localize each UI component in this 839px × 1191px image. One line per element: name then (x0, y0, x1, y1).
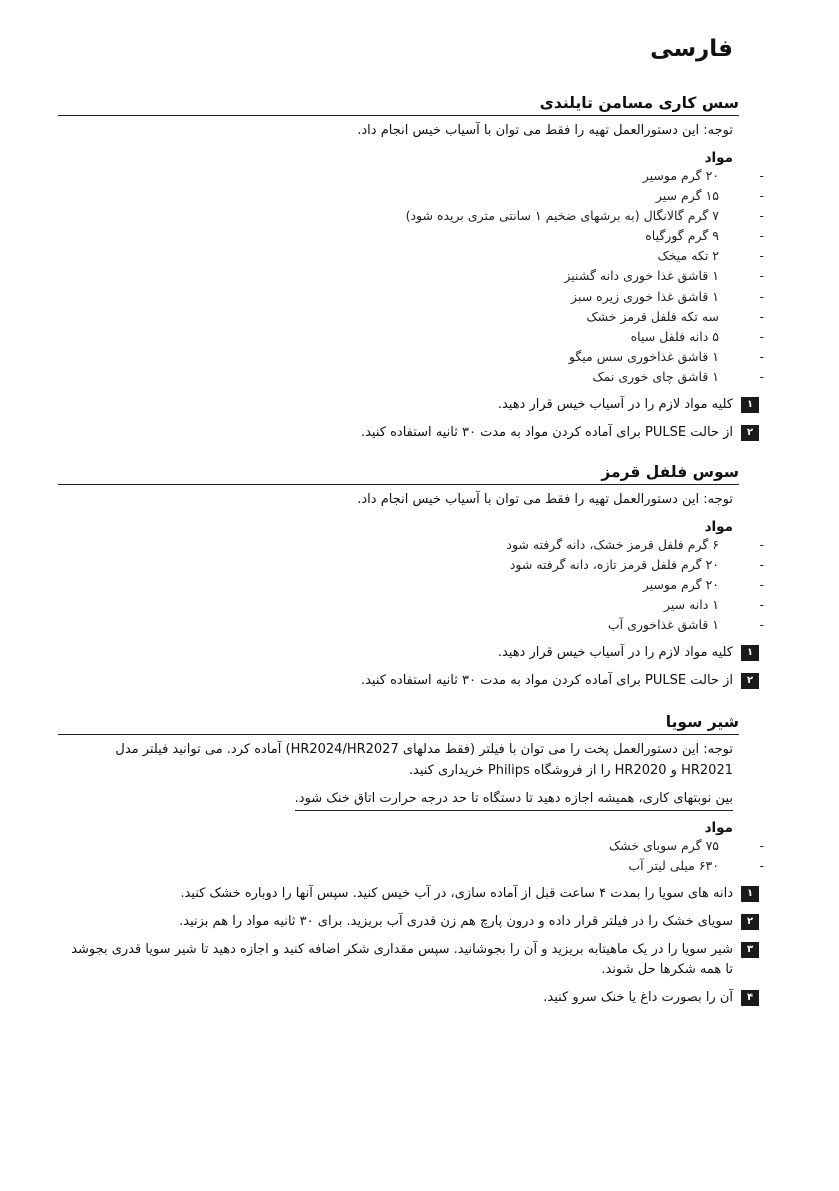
dash-marker: - (759, 248, 764, 264)
dash-marker: - (759, 328, 764, 344)
list-item: - ۲۰ گرم فلفل قرمز تازه، دانه گرفته شود (0, 555, 839, 575)
list-item: - ۲۰ گرم موسیر (0, 575, 839, 595)
dash-marker: - (759, 288, 764, 304)
section-note: توجه: این دستورالعمل تهیه را فقط می توان با آسیاب خیس انجام داد. (357, 123, 733, 138)
step-text: از حالت PULSE برای آماده کردن مواد به مدت ۳۰ ثانیه استفاده کنید. (360, 425, 733, 441)
section-note: توجه: این دستورالعمل تهیه را فقط می توان با آسیاب خیس انجام داد. (357, 492, 733, 507)
step-text: شیر سویا را در یک ماهیتابه بریزید و آن را بجوشانید. سپس مقداری شکر اضافه کنید و اجازه دهید تا شیر سویا قدری بجوشد تا همه شکرها حل شوند. (71, 942, 733, 978)
dash-marker: - (759, 308, 764, 324)
step-item (0, 423, 839, 443)
list-item: - ۷ گرم گالانگال (به برشهای ضخیم ۱ سانتی متری بریده شود) (0, 206, 839, 226)
list-item: - ۲ تکه میخک (0, 246, 839, 266)
list-item: - ۱ قاشق غذا خوری دانه گشنیز (0, 266, 839, 286)
step-number-badge: ۱ (741, 397, 759, 413)
step-number-badge: ۲ (741, 425, 759, 441)
step-item (0, 988, 839, 1008)
dash-marker: - (759, 208, 764, 224)
dash-marker: - (759, 188, 764, 204)
list-item: - ۱ قاشق غذاخوری سس میگو (0, 347, 839, 367)
recipe-section-massaman-curry (0, 94, 839, 443)
list-item: - ۱ قاشق چای خوری نمک (0, 367, 839, 387)
dash-marker: - (759, 348, 764, 364)
section-title: شیر سویا (58, 713, 739, 735)
dash-marker: - (759, 597, 764, 613)
list-item: - سه تکه فلفل قرمز خشک (0, 307, 839, 327)
dash-marker: - (759, 557, 764, 573)
section-title: سس کاری مسامن تایلندی (58, 94, 739, 116)
section-note: توجه: این دستورالعمل پخت را می توان با فیلتر (فقط مدلهای HR2024/HR2027) آماده کرد. می توانید فیلتر مدل HR2021 و HR2020 را از فروشگاه Philips خریداری کنید. (115, 742, 733, 778)
list-item: - ۱۵ گرم سیر (0, 186, 839, 206)
materials-title: مواد (704, 150, 733, 166)
step-item (0, 912, 839, 932)
step-item (0, 395, 839, 415)
step-text: از حالت PULSE برای آماده کردن مواد به مدت ۳۰ ثانیه استفاده کنید. (360, 673, 733, 689)
recipe-section-soy-milk (0, 713, 839, 1008)
language-title: فارسی (650, 36, 733, 62)
dash-marker: - (759, 838, 764, 853)
step-number-badge: ۱ (741, 645, 759, 661)
step-item (0, 940, 839, 980)
recipe-section-red-pepper-sauce (0, 463, 839, 691)
step-item (0, 884, 839, 904)
materials-title: مواد (704, 820, 733, 836)
dash-marker: - (759, 228, 764, 244)
dash-marker: - (759, 268, 764, 284)
step-item (0, 671, 839, 691)
dash-marker: - (759, 537, 764, 552)
list-item: - ۷۵ گرم سویای خشک (0, 836, 839, 856)
step-number-badge: ۴ (741, 990, 759, 1006)
caution-note: بین نوبتهای کاری، همیشه اجازه دهید تا دستگاه تا حد درجه حرارت اتاق خنک شود. (295, 789, 733, 811)
list-item: - ۲۰ گرم موسیر (0, 166, 839, 186)
list-item: - ۶ گرم فلفل قرمز خشک، دانه گرفته شود (0, 535, 839, 555)
step-number-badge: ۲ (741, 914, 759, 930)
step-text: کلیه مواد لازم را در آسیاب خیس قرار دهید. (497, 397, 733, 413)
step-text: کلیه مواد لازم را در آسیاب خیس قرار دهید. (497, 645, 733, 661)
dash-marker: - (759, 577, 764, 593)
step-text: سویای خشک را در فیلتر قرار داده و درون پارچ هم زن قدری آب بریزید. برای ۳۰ ثانیه مواد را هم بزنید. (179, 914, 733, 930)
materials-title: مواد (704, 519, 733, 535)
step-number-badge: ۳ (741, 942, 759, 958)
step-text: دانه های سویا را بمدت ۴ ساعت قبل از آماده سازی، در آب خیس کنید. سپس آنها را دوباره خشک کنید. (180, 886, 733, 902)
ingredient-list (0, 166, 839, 387)
list-item: - ۱ قاشق غذا خوری زیره سبز (0, 287, 839, 307)
dash-marker: - (759, 858, 764, 874)
step-item (0, 643, 839, 663)
list-item: - ۵ دانه فلفل سیاه (0, 327, 839, 347)
section-title: سوس فلفل قرمز (58, 463, 739, 485)
step-number-badge: ۲ (741, 673, 759, 689)
list-item: - ۹ گرم گورگیاه (0, 226, 839, 246)
dash-marker: - (759, 617, 764, 633)
list-item: - ۶۳۰ میلی لیتر آب (0, 856, 839, 876)
step-number-badge: ۱ (741, 886, 759, 902)
ingredient-list (0, 836, 839, 876)
list-item: - ۱ قاشق غذاخوری آب (0, 615, 839, 635)
step-text: آن را بصورت داغ یا خنک سرو کنید. (543, 990, 733, 1006)
ingredient-list (0, 535, 839, 635)
list-item: - ۱ دانه سیر (0, 595, 839, 615)
dash-marker: - (759, 168, 764, 183)
dash-marker: - (759, 368, 764, 384)
